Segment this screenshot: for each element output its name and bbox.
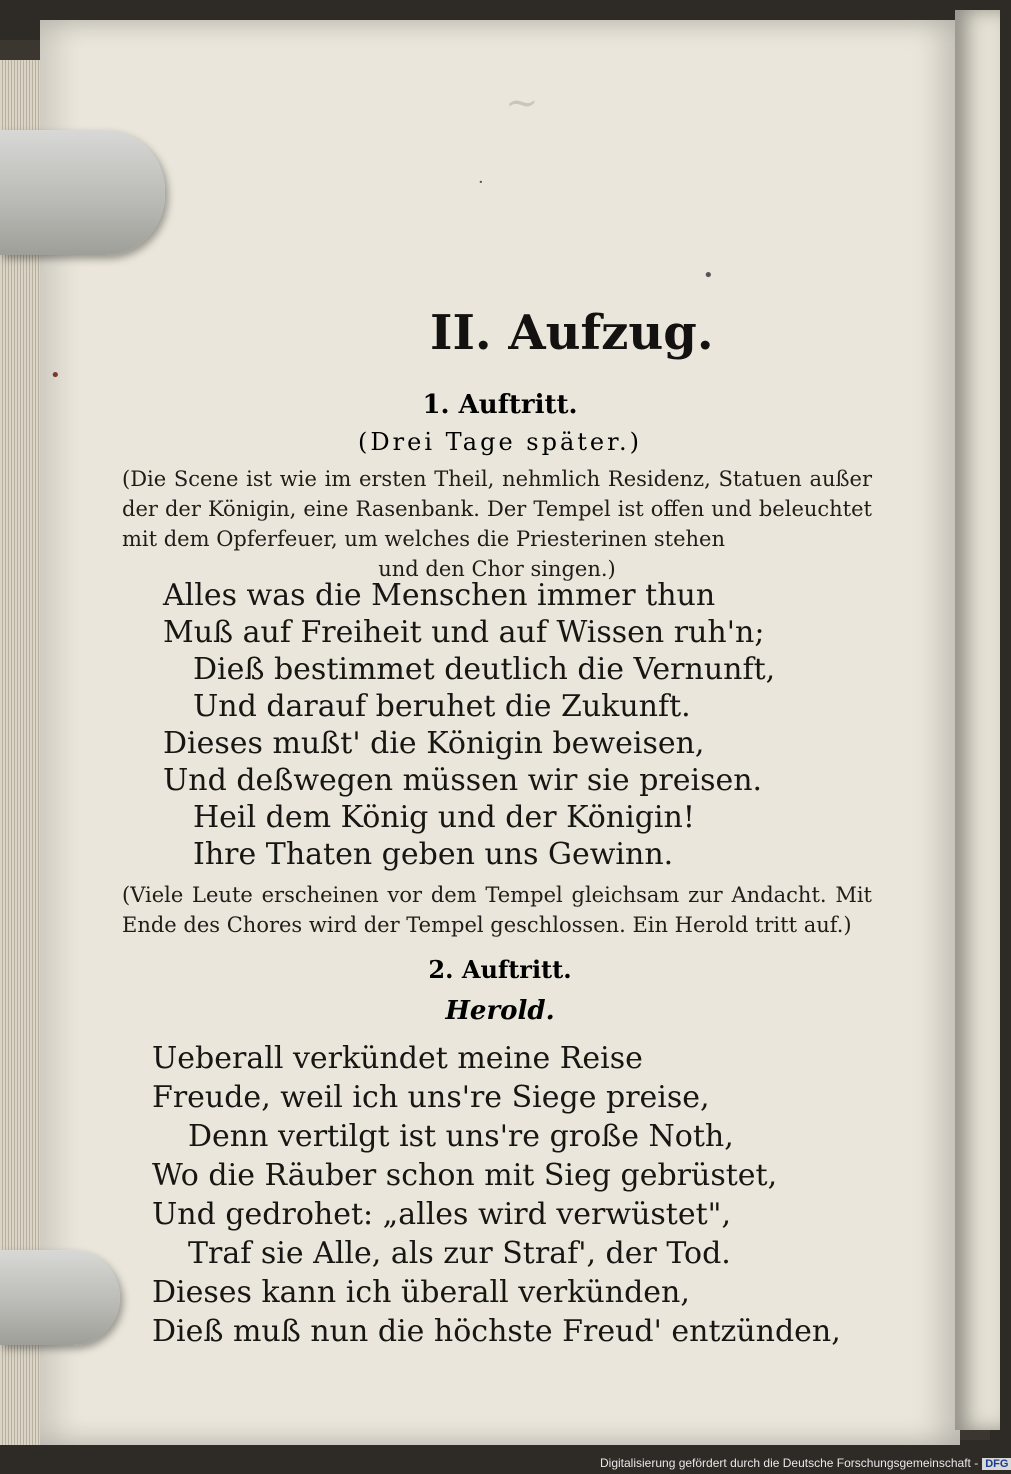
verse-line: Dieses kann ich überall verkünden, — [152, 1275, 690, 1310]
ink-speck: · — [478, 172, 484, 193]
stage-direction: (Viele Leute erscheinen vor dem Tempel gleichsam zur Andacht. Mit Ende des Chores wird der Tempel geschlossen. Ein Herold tritt auf.) — [122, 883, 872, 937]
page-clip-bottom — [0, 1250, 120, 1345]
verse-line: Dieß bestimmet deutlich die Vernunft, — [193, 652, 776, 687]
bleed-through-page-number: ~ — [505, 80, 539, 126]
stage-direction — [122, 464, 872, 584]
verse-line: Alles was die Menschen immer thun — [163, 578, 716, 613]
stage-direction-text: (Die Scene ist wie im ersten Theil, nehmlich Residenz, Statuen außer der der Königin, eine Rasenbank. Der Tempel ist offen und beleuchtet mit dem Opferfeuer, um welches die Priesterinen stehen — [122, 467, 872, 551]
verse-line: Und gedrohet: „alles wird verwüstet", — [152, 1197, 731, 1232]
act-title: II. Aufzug. — [430, 305, 714, 361]
verse-line: Wo die Räuber schon mit Sieg gebrüstet, — [152, 1158, 778, 1193]
ink-speck: • — [50, 365, 61, 386]
dfg-logo: DFG — [982, 1458, 1011, 1470]
credit-text: Digitalisierung gefördert durch die Deutsche Forschungsgemeinschaft - — [600, 1456, 979, 1470]
scene-heading: 2. Auftritt. — [428, 955, 572, 984]
verse-line: Und darauf beruhet die Zukunft. — [193, 689, 691, 724]
verse-line: Dieß muß nun die höchste Freud' entzünden, — [152, 1314, 841, 1349]
scene-subtitle: (Drei Tage später.) — [358, 428, 642, 456]
digitization-credit — [600, 1456, 1009, 1474]
stage-direction-end: und den Chor singen.) — [378, 557, 616, 581]
verse-line: Traf sie Alle, als zur Straf', der Tod. — [188, 1236, 731, 1271]
verse-line: Und deßwegen müssen wir sie preisen. — [163, 763, 763, 798]
verse-line: Heil dem König und der Königin! — [193, 800, 695, 835]
ink-speck: • — [703, 265, 714, 286]
verse-line: Denn vertilgt ist uns're große Noth, — [188, 1119, 734, 1154]
verse-line: Ueberall verkündet meine Reise — [152, 1041, 643, 1076]
verse-line: Dieses mußt' die Königin beweisen, — [163, 726, 705, 761]
verse-line: Muß auf Freiheit und auf Wissen ruh'n; — [163, 615, 765, 650]
speaker-name: Herold. — [445, 996, 555, 1026]
scene-heading: 1. Auftritt. — [422, 390, 578, 420]
page-clip-top — [0, 130, 165, 255]
verse-line: Ihre Thaten geben uns Gewinn. — [193, 837, 674, 872]
facing-page-edge — [955, 10, 1000, 1430]
verse-line: Freude, weil ich uns're Siege preise, — [152, 1080, 710, 1115]
